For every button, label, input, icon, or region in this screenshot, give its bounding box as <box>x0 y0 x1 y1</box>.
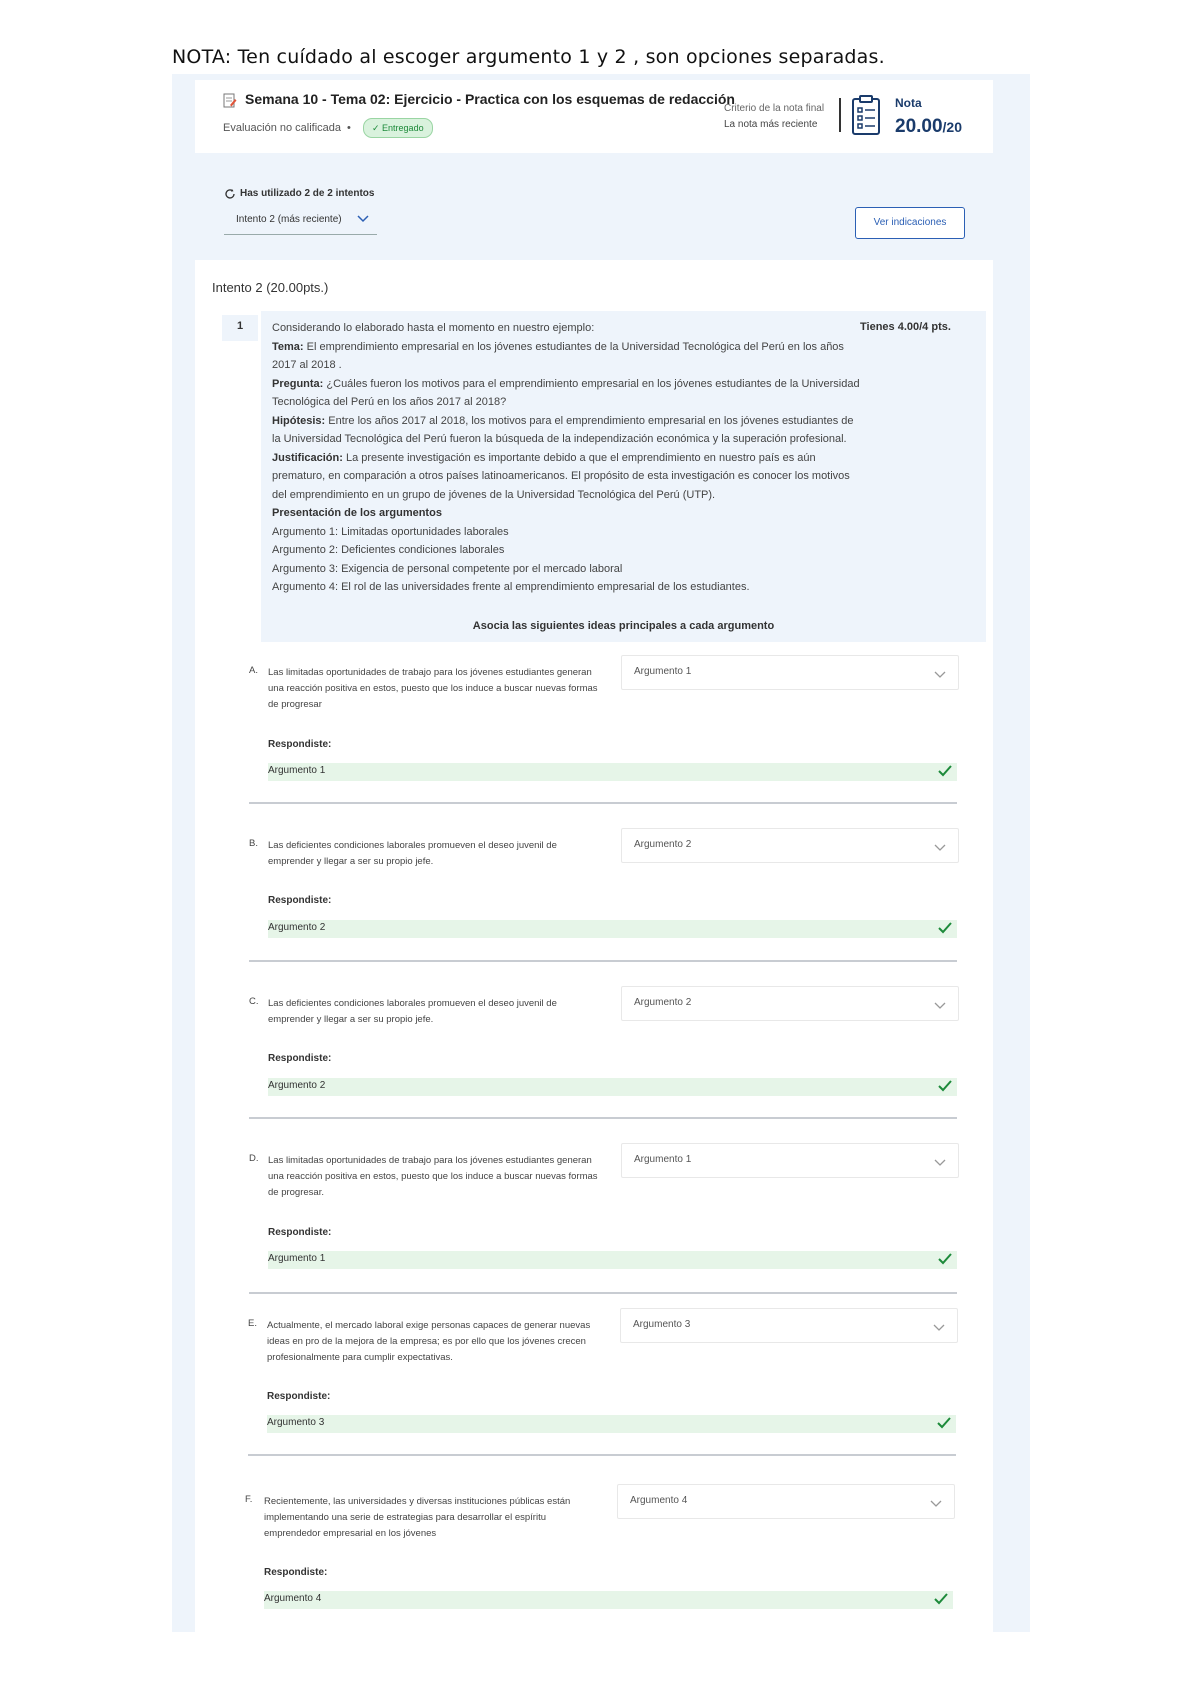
attempt-selector[interactable] <box>224 207 377 235</box>
question-score: Tienes 4.00/4 pts. <box>860 321 951 333</box>
item-text: Las deficientes condiciones laborales promueven el deseo juvenil de emprender y llegar a ser su propio jefe. <box>268 998 557 1025</box>
item-letter: E. <box>248 1318 257 1329</box>
item-letter: F. <box>245 1494 253 1505</box>
item-divider <box>249 802 957 804</box>
item-text: Las limitadas oportunidades de trabajo para los jóvenes estudiantes generan una reacción positiva en estos, puesto que los induce a buscar nuevas formas de progresar <box>268 667 598 710</box>
chevron-down-icon <box>934 667 946 685</box>
question-body <box>272 319 862 597</box>
response-value: Argumento 2 <box>268 1080 326 1091</box>
response-value: Argumento 3 <box>267 1417 325 1428</box>
question-hipotesis <box>272 412 862 449</box>
item-divider <box>249 960 957 962</box>
chevron-down-icon <box>930 1496 942 1514</box>
response-bar <box>268 1251 957 1269</box>
argument-select[interactable] <box>617 1484 955 1519</box>
hipotesis-label: Hipótesis: <box>272 414 326 427</box>
check-icon <box>933 1592 949 1611</box>
criteria-label: Criterio de la nota final <box>724 103 825 114</box>
response-value: Argumento 1 <box>268 765 326 776</box>
argument-select-value: Argumento 2 <box>634 997 692 1008</box>
argument-1: Argumento 1: Limitadas oportunidades laborales <box>272 525 509 538</box>
item-letter: C. <box>249 996 259 1007</box>
tema-label: Tema: <box>272 340 304 353</box>
check-icon <box>937 764 953 783</box>
assignment-title: Semana 10 - Tema 02: Ejercicio - Practica con los esquemas de redacción <box>245 91 735 107</box>
argument-4: Argumento 4: El rol de las universidades frente al emprendimiento empresarial de los estudiantes. <box>272 581 750 593</box>
status-badge: ✓ Entregado <box>363 118 433 138</box>
responded-label: Respondiste: <box>268 739 332 750</box>
argument-select-value: Argumento 3 <box>633 1319 691 1330</box>
argument-3: Argumento 3: Exigencia de personal competente por el mercado laboral <box>272 562 623 575</box>
responded-label: Respondiste: <box>268 1053 332 1064</box>
item-text: Recientemente, las universidades y diversas instituciones públicas están implementando una serie de estrategias para desarrollar el espíritu emprendedor empresarial en los jóvenes <box>264 1496 571 1539</box>
document-icon <box>223 93 237 108</box>
question-tema <box>272 338 862 375</box>
argument-select[interactable] <box>621 828 959 863</box>
question-instruction: Asocia las siguientes ideas principales a cada argumento <box>472 620 775 632</box>
item-divider <box>249 1117 957 1119</box>
responded-label: Respondiste: <box>268 895 332 906</box>
response-value: Argumento 2 <box>268 922 326 933</box>
check-icon <box>937 1079 953 1098</box>
check-icon <box>937 921 953 940</box>
argument-select-value: Argumento 4 <box>630 1495 688 1506</box>
grade-label: Nota <box>895 96 922 110</box>
tema-text: El emprendimiento empresarial en los jóvenes estudiantes de la Universidad Tecnológica del Perú en los años 2017 al 2018 . <box>272 340 844 371</box>
assignment-header <box>195 80 993 153</box>
chevron-down-icon <box>357 214 369 224</box>
argument-select-value: Argumento 1 <box>634 666 692 677</box>
grade-score: 20.00 <box>895 116 943 137</box>
response-bar <box>268 1078 957 1096</box>
grade-value <box>895 116 962 138</box>
presentacion-heading <box>272 504 862 523</box>
item-letter: A. <box>249 665 258 676</box>
page-note: NOTA: Ten cuídado al escoger argumento 1 y 2 , son opciones separadas. <box>172 46 885 68</box>
response-value: Argumento 4 <box>264 1593 322 1604</box>
argument-select-value: Argumento 2 <box>634 839 692 850</box>
item-text: Actualmente, el mercado laboral exige personas capaces de generar nuevas ideas en pro de la mejora de la empresa; es por ello que los jóvenes crecen profesionalmente para cumplir expectativas. <box>267 1320 591 1363</box>
item-divider <box>248 1454 956 1456</box>
item-letter: B. <box>249 838 258 849</box>
view-instructions-button[interactable]: Ver indicaciones <box>855 207 965 239</box>
item-letter: D. <box>249 1153 259 1164</box>
header-divider <box>839 98 841 132</box>
response-bar <box>267 1415 956 1433</box>
criteria-value: La nota más reciente <box>724 119 818 130</box>
argument-select[interactable] <box>621 1143 959 1178</box>
attempt-selector-value: Intento 2 (más reciente) <box>236 214 342 225</box>
question-pregunta <box>272 375 862 412</box>
chevron-down-icon <box>934 840 946 858</box>
argument-select[interactable] <box>620 1308 958 1343</box>
item-text: Las limitadas oportunidades de trabajo para los jóvenes estudiantes generan una reacción positiva en estos, puesto que los induce a buscar nuevas formas de progresar. <box>268 1155 598 1198</box>
separator-dot: • <box>347 122 351 134</box>
question-justificacion <box>272 449 862 505</box>
hipotesis-text: Entre los años 2017 al 2018, los motivos para el emprendimiento empresarial en los jóvenes estudiantes de la Universidad Tecnológica del Perú fueron la búsqueda de la independización económica y la superación profesional. <box>272 414 854 445</box>
argument-select[interactable] <box>621 655 959 690</box>
grade-sheet-icon <box>850 94 886 138</box>
question-number: 1 <box>237 320 244 332</box>
pregunta-label: Pregunta: <box>272 377 324 390</box>
response-bar <box>264 1591 953 1609</box>
responded-label: Respondiste: <box>268 1227 332 1238</box>
responded-label: Respondiste: <box>267 1391 331 1402</box>
check-icon <box>936 1416 952 1435</box>
grade-max: /20 <box>942 119 963 135</box>
response-bar <box>268 763 957 781</box>
chevron-down-icon <box>933 1320 945 1338</box>
response-bar <box>268 920 957 938</box>
response-value: Argumento 1 <box>268 1253 326 1264</box>
justificacion-text: La presente investigación es importante debido a que el emprendimiento en nuestro país es aún prematuro, en comparación a otros países latinoamericanos. El propósito de esta investigación es conocer los motivos del emprendimiento en un grupo de jóvenes de la Universidad Tecnológica del Perú (UTP). <box>272 451 850 501</box>
chevron-down-icon <box>934 998 946 1016</box>
justificacion-label: Justificación: <box>272 451 343 464</box>
attempt-title: Intento 2 (20.00pts.) <box>212 280 329 295</box>
evaluation-type: Evaluación no calificada <box>223 122 342 134</box>
refresh-icon <box>224 188 236 200</box>
attempts-used: Has utilizado 2 de 2 intentos <box>240 188 375 199</box>
question-intro: Considerando lo elaborado hasta el momento en nuestro ejemplo: <box>272 322 595 334</box>
item-text: Las deficientes condiciones laborales promueven el deseo juvenil de emprender y llegar a ser su propio jefe. <box>268 840 557 867</box>
presentacion-label: Presentación de los argumentos <box>272 507 442 519</box>
argument-select[interactable] <box>621 986 959 1021</box>
check-icon <box>937 1252 953 1271</box>
chevron-down-icon <box>934 1155 946 1173</box>
argument-select-value: Argumento 1 <box>634 1154 692 1165</box>
pregunta-text: ¿Cuáles fueron los motivos para el emprendimiento empresarial en los jóvenes estudiantes de la Universidad Tecnológica del Perú en los años 2017 al 2018? <box>272 377 860 408</box>
argument-2: Argumento 2: Deficientes condiciones laborales <box>272 544 505 556</box>
responded-label: Respondiste: <box>264 1567 328 1578</box>
item-divider <box>249 1292 957 1294</box>
